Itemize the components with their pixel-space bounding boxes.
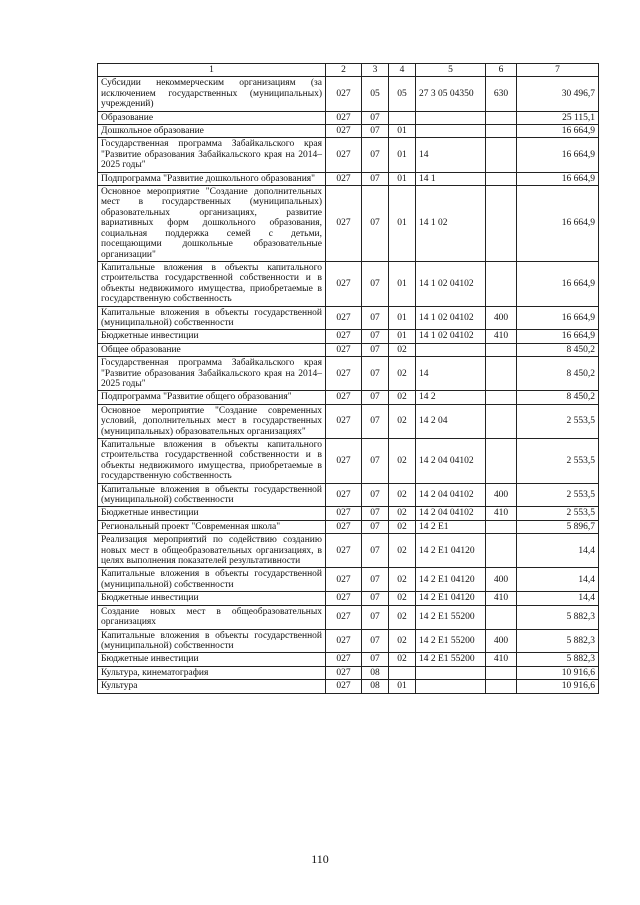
target-article-cell: 14 1 02 04102 [416, 330, 486, 343]
expense-type-cell: 630 [486, 77, 517, 111]
amount-cell: 8 450,2 [517, 343, 599, 356]
section-cell: 07 [362, 138, 389, 172]
item-name-cell: Капитальные вложения в объекты капитального строительства государственной собственности и в объекты недвижимого имущества, приобретаемые в государственную собственность [98, 261, 326, 306]
item-name-cell: Культура [98, 680, 326, 693]
expense-type-cell [486, 172, 517, 185]
item-name-cell: Государственная программа Забайкальского края "Развитие образования Забайкальского края на 2014–2025 годы" [98, 138, 326, 172]
expense-type-cell [486, 111, 517, 124]
section-cell: 07 [362, 483, 389, 507]
subsection-cell: 02 [389, 605, 416, 629]
code-cell: 027 [326, 653, 362, 666]
subsection-cell: 01 [389, 261, 416, 306]
section-cell: 07 [362, 172, 389, 185]
section-cell: 07 [362, 507, 389, 520]
section-cell: 08 [362, 680, 389, 693]
item-name-cell: Общее образование [98, 343, 326, 356]
code-cell: 027 [326, 520, 362, 533]
item-name-cell: Бюджетные инвестиции [98, 330, 326, 343]
subsection-cell: 02 [389, 534, 416, 568]
target-article-cell: 14 2 04 04102 [416, 439, 486, 484]
table-row [98, 186, 599, 262]
target-article-cell: 14 1 02 04102 [416, 261, 486, 306]
subsection-cell: 01 [389, 306, 416, 330]
item-name-cell: Дошкольное образование [98, 125, 326, 138]
amount-cell: 2 553,5 [517, 483, 599, 507]
table-row [98, 357, 599, 391]
table-row [98, 520, 599, 533]
table-row [98, 306, 599, 330]
item-name-cell: Бюджетные инвестиции [98, 507, 326, 520]
table-row [98, 77, 599, 111]
table-row [98, 439, 599, 484]
subsection-cell [389, 111, 416, 124]
expense-type-cell [486, 666, 517, 679]
target-article-cell: 14 2 [416, 391, 486, 404]
table-row [98, 653, 599, 666]
target-article-cell: 14 1 02 04102 [416, 306, 486, 330]
item-name-cell: Культура, кинематография [98, 666, 326, 679]
amount-cell: 5 896,7 [517, 520, 599, 533]
table-row [98, 568, 599, 592]
subsection-cell: 01 [389, 138, 416, 172]
expense-type-cell [486, 404, 517, 438]
table-row [98, 343, 599, 356]
table-row [98, 507, 599, 520]
column-header-7: 7 [517, 64, 599, 77]
item-name-cell: Капитальные вложения в объекты капитального строительства государственной собственности и в объекты недвижимого имущества, приобретаемые в государственную собственность [98, 439, 326, 484]
target-article-cell: 14 1 02 [416, 186, 486, 262]
amount-cell: 5 882,3 [517, 629, 599, 653]
code-cell: 027 [326, 629, 362, 653]
table-row [98, 261, 599, 306]
expense-type-cell [486, 125, 517, 138]
subsection-cell: 02 [389, 653, 416, 666]
section-cell: 07 [362, 653, 389, 666]
target-article-cell: 14 2 04 04102 [416, 483, 486, 507]
amount-cell: 16 664,9 [517, 186, 599, 262]
subsection-cell: 02 [389, 629, 416, 653]
amount-cell: 16 664,9 [517, 125, 599, 138]
code-cell: 027 [326, 680, 362, 693]
code-cell: 027 [326, 605, 362, 629]
item-name-cell: Бюджетные инвестиции [98, 653, 326, 666]
code-cell: 027 [326, 507, 362, 520]
amount-cell: 8 450,2 [517, 357, 599, 391]
section-cell: 07 [362, 439, 389, 484]
subsection-cell: 01 [389, 680, 416, 693]
target-article-cell: 14 2 E1 55200 [416, 605, 486, 629]
section-cell: 07 [362, 125, 389, 138]
item-name-cell: Капитальные вложения в объекты государственной (муниципальной) собственности [98, 483, 326, 507]
item-name-cell: Капитальные вложения в объекты государственной (муниципальной) собственности [98, 568, 326, 592]
subsection-cell: 02 [389, 568, 416, 592]
table-row [98, 534, 599, 568]
subsection-cell: 02 [389, 343, 416, 356]
amount-cell: 5 882,3 [517, 653, 599, 666]
expense-type-cell: 410 [486, 592, 517, 605]
amount-cell: 16 664,9 [517, 172, 599, 185]
table-row [98, 592, 599, 605]
target-article-cell [416, 666, 486, 679]
subsection-cell: 05 [389, 77, 416, 111]
amount-cell: 2 553,5 [517, 507, 599, 520]
table-body [98, 77, 599, 693]
amount-cell: 14,4 [517, 592, 599, 605]
target-article-cell: 14 2 E1 55200 [416, 653, 486, 666]
code-cell: 027 [326, 391, 362, 404]
expense-type-cell: 410 [486, 330, 517, 343]
table-row [98, 680, 599, 693]
section-cell: 07 [362, 111, 389, 124]
table-row [98, 404, 599, 438]
item-name-cell: Подпрограмма "Развитие дошкольного образования" [98, 172, 326, 185]
section-cell: 07 [362, 534, 389, 568]
target-article-cell [416, 680, 486, 693]
column-header-4: 4 [389, 64, 416, 77]
amount-cell: 2 553,5 [517, 439, 599, 484]
item-name-cell: Основное мероприятие "Создание дополнительных мест в государственных (муниципальных) образовательных организациях, развитие вариативных форм дошкольного образования, социальная поддержка семей с детьми, посещающими дошкольные образовательные организации" [98, 186, 326, 262]
amount-cell: 30 496,7 [517, 77, 599, 111]
item-name-cell: Реализация мероприятий по содействию созданию новых мест в общеобразовательных организациях, в целях выполнения показателей результативности [98, 534, 326, 568]
item-name-cell: Создание новых мест в общеобразовательных организациях [98, 605, 326, 629]
code-cell: 027 [326, 357, 362, 391]
expense-type-cell: 400 [486, 483, 517, 507]
section-cell: 07 [362, 629, 389, 653]
expense-type-cell [486, 534, 517, 568]
table-row [98, 138, 599, 172]
code-cell: 027 [326, 186, 362, 262]
column-header-6: 6 [486, 64, 517, 77]
section-cell: 07 [362, 520, 389, 533]
subsection-cell [389, 666, 416, 679]
expense-type-cell: 410 [486, 507, 517, 520]
section-cell: 05 [362, 77, 389, 111]
expense-type-cell [486, 520, 517, 533]
amount-cell: 10 916,6 [517, 666, 599, 679]
amount-cell: 16 664,9 [517, 306, 599, 330]
code-cell: 027 [326, 439, 362, 484]
target-article-cell [416, 111, 486, 124]
target-article-cell: 14 [416, 357, 486, 391]
code-cell: 027 [326, 330, 362, 343]
item-name-cell: Субсидии некоммерческим организациям (за исключением государственных (муниципальных) учреждений) [98, 77, 326, 111]
item-name-cell: Образование [98, 111, 326, 124]
target-article-cell [416, 343, 486, 356]
section-cell: 07 [362, 261, 389, 306]
subsection-cell: 02 [389, 507, 416, 520]
budget-table [97, 63, 599, 694]
section-cell: 08 [362, 666, 389, 679]
item-name-cell: Капитальные вложения в объекты государственной (муниципальной) собственности [98, 629, 326, 653]
target-article-cell: 14 2 E1 [416, 520, 486, 533]
expense-type-cell [486, 391, 517, 404]
section-cell: 07 [362, 330, 389, 343]
page-number: 110 [311, 852, 329, 866]
header-row [98, 64, 599, 77]
amount-cell: 5 882,3 [517, 605, 599, 629]
section-cell: 07 [362, 605, 389, 629]
amount-cell: 14,4 [517, 534, 599, 568]
code-cell: 027 [326, 483, 362, 507]
code-cell: 027 [326, 404, 362, 438]
code-cell: 027 [326, 534, 362, 568]
subsection-cell: 01 [389, 172, 416, 185]
subsection-cell: 02 [389, 520, 416, 533]
target-article-cell [416, 125, 486, 138]
target-article-cell: 14 2 04 [416, 404, 486, 438]
expense-type-cell [486, 439, 517, 484]
section-cell: 07 [362, 568, 389, 592]
expense-type-cell [486, 261, 517, 306]
table-row [98, 111, 599, 124]
target-article-cell: 14 [416, 138, 486, 172]
table-row [98, 629, 599, 653]
column-header-5: 5 [416, 64, 486, 77]
table-row [98, 330, 599, 343]
amount-cell: 8 450,2 [517, 391, 599, 404]
section-cell: 07 [362, 391, 389, 404]
code-cell: 027 [326, 568, 362, 592]
section-cell: 07 [362, 404, 389, 438]
amount-cell: 16 664,9 [517, 138, 599, 172]
subsection-cell: 02 [389, 483, 416, 507]
subsection-cell: 01 [389, 330, 416, 343]
column-header-2: 2 [326, 64, 362, 77]
amount-cell: 25 115,1 [517, 111, 599, 124]
target-article-cell: 14 2 04 04102 [416, 507, 486, 520]
expense-type-cell [486, 343, 517, 356]
subsection-cell: 02 [389, 391, 416, 404]
code-cell: 027 [326, 138, 362, 172]
code-cell: 027 [326, 343, 362, 356]
subsection-cell: 02 [389, 357, 416, 391]
column-header-1: 1 [98, 64, 326, 77]
section-cell: 07 [362, 343, 389, 356]
subsection-cell: 02 [389, 592, 416, 605]
table-row [98, 172, 599, 185]
code-cell: 027 [326, 306, 362, 330]
amount-cell: 2 553,5 [517, 404, 599, 438]
section-cell: 07 [362, 186, 389, 262]
amount-cell: 16 664,9 [517, 330, 599, 343]
target-article-cell: 14 2 E1 04120 [416, 592, 486, 605]
subsection-cell: 02 [389, 404, 416, 438]
subsection-cell: 02 [389, 439, 416, 484]
item-name-cell: Основное мероприятие "Создание современных условий, дополнительных мест в государственных (муниципальных) образовательных организациях" [98, 404, 326, 438]
table-row [98, 483, 599, 507]
expense-type-cell: 400 [486, 568, 517, 592]
table-row [98, 605, 599, 629]
code-cell: 027 [326, 172, 362, 185]
item-name-cell: Государственная программа Забайкальского края "Развитие образования Забайкальского края на 2014–2025 годы" [98, 357, 326, 391]
expense-type-cell: 400 [486, 306, 517, 330]
code-cell: 027 [326, 77, 362, 111]
code-cell: 027 [326, 111, 362, 124]
code-cell: 027 [326, 666, 362, 679]
expense-type-cell [486, 680, 517, 693]
table-row [98, 125, 599, 138]
target-article-cell: 14 2 E1 04120 [416, 534, 486, 568]
item-name-cell: Капитальные вложения в объекты государственной (муниципальной) собственности [98, 306, 326, 330]
item-name-cell: Подпрограмма "Развитие общего образования" [98, 391, 326, 404]
target-article-cell: 14 2 E1 04120 [416, 568, 486, 592]
section-cell: 07 [362, 306, 389, 330]
expense-type-cell [486, 357, 517, 391]
expense-type-cell [486, 138, 517, 172]
target-article-cell: 27 3 05 04350 [416, 77, 486, 111]
subsection-cell: 01 [389, 186, 416, 262]
amount-cell: 16 664,9 [517, 261, 599, 306]
code-cell: 027 [326, 125, 362, 138]
expense-type-cell [486, 186, 517, 262]
amount-cell: 10 916,6 [517, 680, 599, 693]
code-cell: 027 [326, 592, 362, 605]
target-article-cell: 14 1 [416, 172, 486, 185]
item-name-cell: Бюджетные инвестиции [98, 592, 326, 605]
section-cell: 07 [362, 357, 389, 391]
item-name-cell: Региональный проект "Современная школа" [98, 520, 326, 533]
column-header-3: 3 [362, 64, 389, 77]
expense-type-cell: 410 [486, 653, 517, 666]
target-article-cell: 14 2 E1 55200 [416, 629, 486, 653]
subsection-cell: 01 [389, 125, 416, 138]
table-row [98, 391, 599, 404]
code-cell: 027 [326, 261, 362, 306]
expense-type-cell: 400 [486, 629, 517, 653]
section-cell: 07 [362, 592, 389, 605]
expense-type-cell [486, 605, 517, 629]
table-row [98, 666, 599, 679]
amount-cell: 14,4 [517, 568, 599, 592]
